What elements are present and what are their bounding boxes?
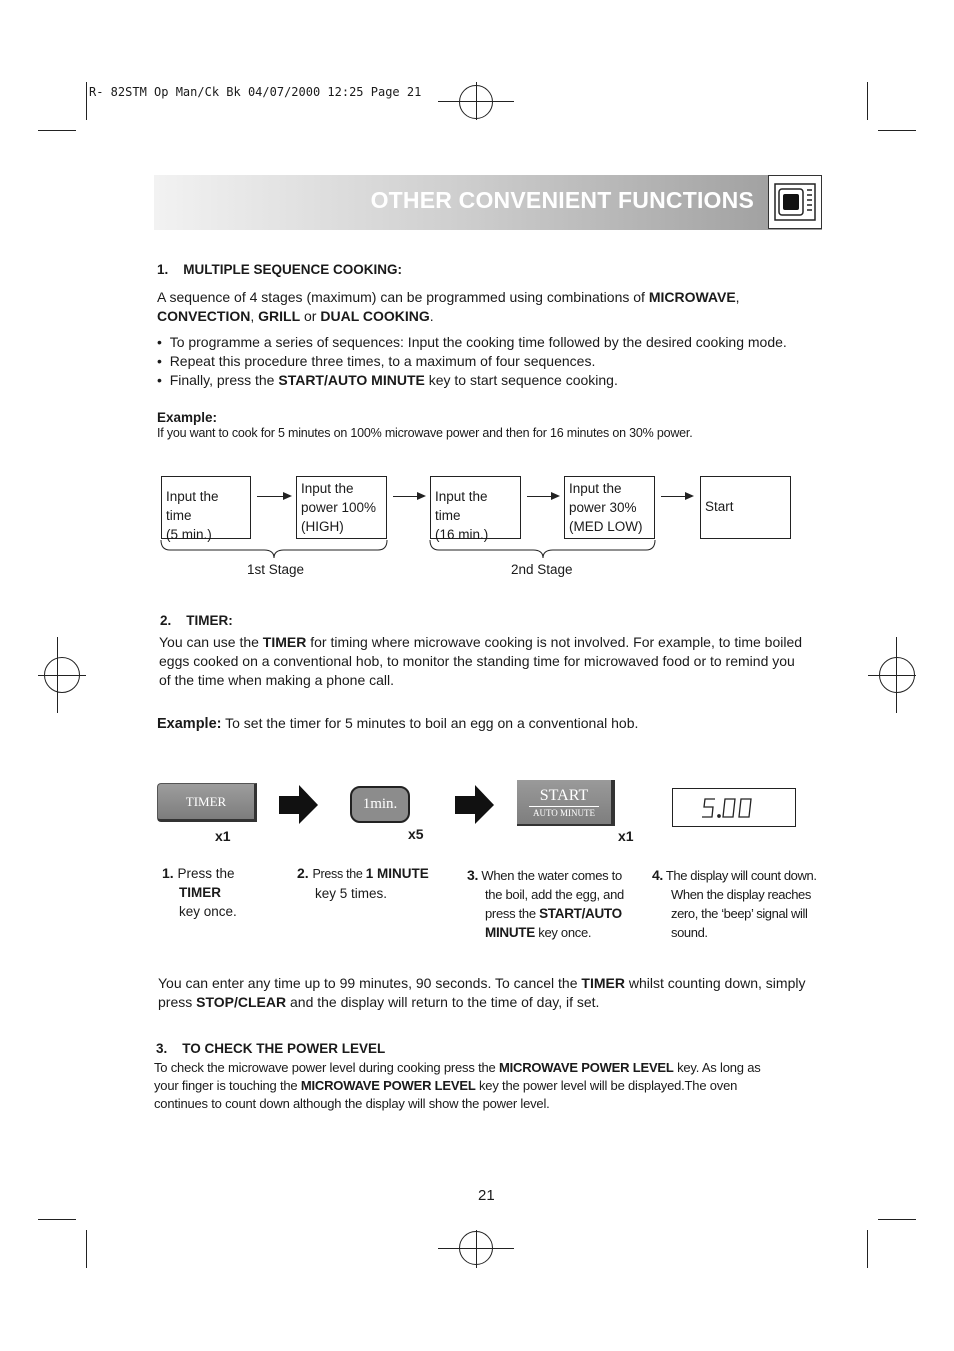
section-1-bullets <box>157 333 837 390</box>
arrow-right-icon <box>257 496 290 497</box>
section-1-intro: A sequence of 4 stages (maximum) can be programmed using combinations of MICROWAVE, CONVECTION, GRILL or DUAL COOKING. <box>157 289 740 324</box>
microwave-icon <box>768 175 822 229</box>
section-2-heading: 2. TIMER: <box>160 613 233 628</box>
flow-box: Start <box>700 476 791 539</box>
display-digits <box>673 789 795 826</box>
flow-box: Input the time (5 min.) <box>161 476 251 539</box>
timer-notes: You can enter any time up to 99 minutes, 90 seconds. To cancel the TIMER whilst counting down, simply press STOP/CLEAR and the display will return to the time of day, if set. <box>158 975 806 1010</box>
example-label: Example: <box>157 410 218 425</box>
press-count: x1 <box>618 828 634 844</box>
step-2: 2. Press the 1 MINUTE key 5 times. <box>297 865 429 901</box>
arrow-right-icon <box>393 496 424 497</box>
press-count: x5 <box>408 826 424 842</box>
page-title: OTHER CONVENIENT FUNCTIONS <box>370 187 754 213</box>
press-count: x1 <box>215 828 231 844</box>
flow-box: Input the power 100% (HIGH) <box>296 476 387 539</box>
stage-label: 2nd Stage <box>511 562 573 577</box>
arrow-right-icon <box>455 785 495 825</box>
stage-braces <box>158 538 658 562</box>
start-auto-minute-key: START AUTO MINUTE <box>517 780 615 826</box>
section-banner <box>154 175 822 230</box>
timer-description: You can use the TIMER for timing where microwave cooking is not involved. For example, to time boiled eggs cooked on a conventional hob, to monitor the standing time for microwaved food or to remind you of the time when making a phone call. <box>159 634 803 688</box>
flow-box: Input the time (16 min.) <box>430 476 521 539</box>
list-item: • Finally, press the START/AUTO MINUTE key to start sequence cooking. <box>157 372 618 388</box>
step-3: 3. When the water comes to the boil, add the egg, and press the START/AUTO MINUTE key once. <box>467 867 624 940</box>
print-header: R- 82STM Op Man/Ck Bk 04/07/2000 12:25 Page 21 <box>89 85 422 99</box>
list-item: • Repeat this procedure three times, to a maximum of four sequences. <box>157 353 596 369</box>
flow-box: Input the power 30% (MED LOW) <box>564 476 655 539</box>
stage-label: 1st Stage <box>247 562 305 577</box>
oven-display <box>672 788 796 827</box>
list-item: • To programme a series of sequences: Input the cooking time followed by the desired cooking mode. <box>157 334 787 350</box>
section-1-heading: 1. MULTIPLE SEQUENCE COOKING: <box>157 262 403 277</box>
power-level-description: To check the microwave power level during cooking press the MICROWAVE POWER LEVEL key. As long as your finger is touching the MICROWAVE POWER LEVEL key the power level will be displayed.The oven continues to count down although the display will show the power level. <box>154 1060 761 1111</box>
timer-example: Example: To set the timer for 5 minutes to boil an egg on a conventional hob. <box>157 715 639 732</box>
step-1: 1. Press the TIMER key once. <box>162 865 237 919</box>
arrow-right-icon <box>279 785 319 825</box>
one-minute-key: 1min. <box>350 786 410 823</box>
page-number: 21 <box>478 1187 495 1204</box>
section-3-heading: 3. TO CHECK THE POWER LEVEL <box>156 1041 386 1056</box>
arrow-right-icon <box>661 496 692 497</box>
timer-key: TIMER <box>157 783 257 822</box>
step-4: 4. The display will count down. When the display reaches zero, the ‘beep’ signal will sound. <box>652 867 817 940</box>
arrow-right-icon <box>527 496 558 497</box>
example-text: If you want to cook for 5 minutes on 100% microwave power and then for 16 minutes on 30% power. <box>157 426 693 440</box>
